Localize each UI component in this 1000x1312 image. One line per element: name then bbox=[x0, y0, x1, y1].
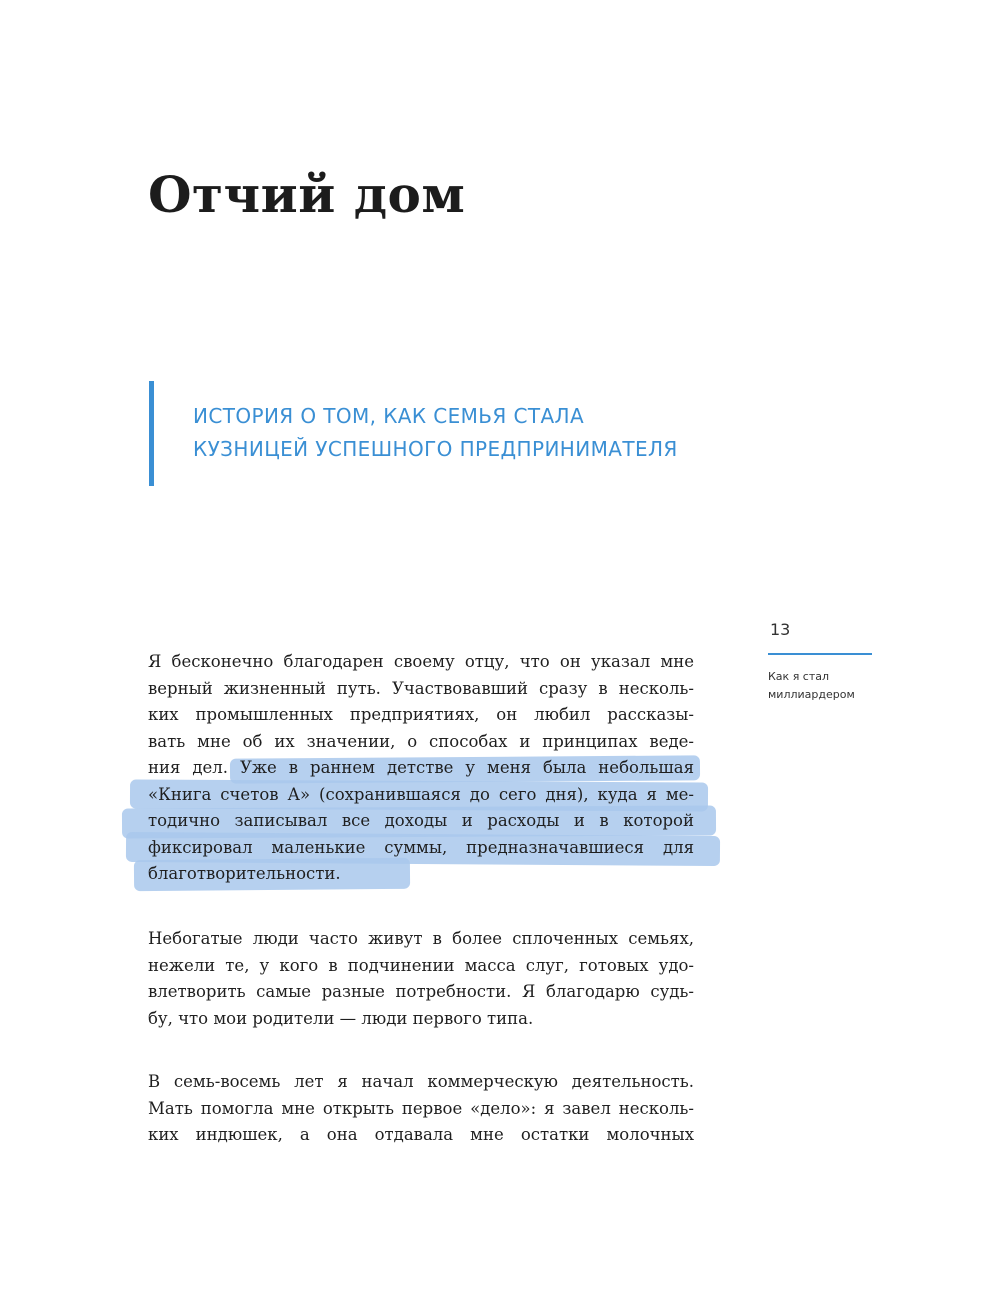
text-line: нежели те, у кого в подчинении масса слуг, готовых удо- bbox=[148, 955, 694, 975]
body-paragraph bbox=[148, 649, 694, 888]
subtitle-line: КУЗНИЦЕЙ УСПЕШНОГО ПРЕДПРИНИМАТЕЛЯ bbox=[193, 437, 678, 461]
text-line: Мать помогла мне открыть первое «дело»: я завел несколь- bbox=[148, 1098, 694, 1118]
chapter-subtitle bbox=[193, 400, 678, 466]
running-head bbox=[768, 668, 855, 704]
text-line: благотворительности. bbox=[148, 861, 694, 888]
text-line: Небогатые люди часто живут в более сплоченных семьях, bbox=[148, 929, 694, 948]
running-head-line: Как я стал bbox=[768, 670, 830, 683]
page-number: 13 bbox=[770, 620, 791, 639]
text-line: ния дел. Уже в раннем детстве у меня была небольшая bbox=[148, 755, 694, 782]
text-line: бу, что мои родители — люди первого типа. bbox=[148, 1008, 534, 1028]
text-line: фиксировал маленькие суммы, предназначавшиеся для bbox=[148, 835, 694, 862]
text-line: «Книга счетов А» (сохранившаяся до сего дня), куда я ме- bbox=[148, 782, 694, 809]
text-line: В семь-восемь лет я начал коммерческую деятельность. bbox=[148, 1072, 694, 1091]
subtitle-line: ИСТОРИЯ О ТОМ, КАК СЕМЬЯ СТАЛА bbox=[193, 404, 585, 428]
text-line: ких промышленных предприятиях, он любил рассказы- bbox=[148, 705, 694, 724]
text-line: влетворить самые разные потребности. Я благодарю судь- bbox=[148, 982, 694, 1001]
subtitle-accent-bar bbox=[149, 381, 154, 486]
chapter-title: Отчий дом bbox=[148, 165, 466, 224]
text-line: вать мне об их значении, о способах и принципах веде- bbox=[148, 731, 694, 751]
text-line: тодично записывал все доходы и расходы и в которой bbox=[148, 808, 694, 835]
text-line: верный жизненный путь. Участвовавший сразу в несколь- bbox=[148, 678, 694, 698]
running-head-line: миллиардером bbox=[768, 688, 855, 701]
body-paragraph bbox=[148, 926, 694, 1032]
body-paragraph bbox=[148, 1069, 694, 1149]
text-line: ких индюшек, а она отдавала мне остатки молочных bbox=[148, 1125, 694, 1144]
page-number-rule bbox=[768, 653, 872, 655]
text-line: Я бесконечно благодарен своему отцу, что он указал мне bbox=[148, 652, 694, 671]
